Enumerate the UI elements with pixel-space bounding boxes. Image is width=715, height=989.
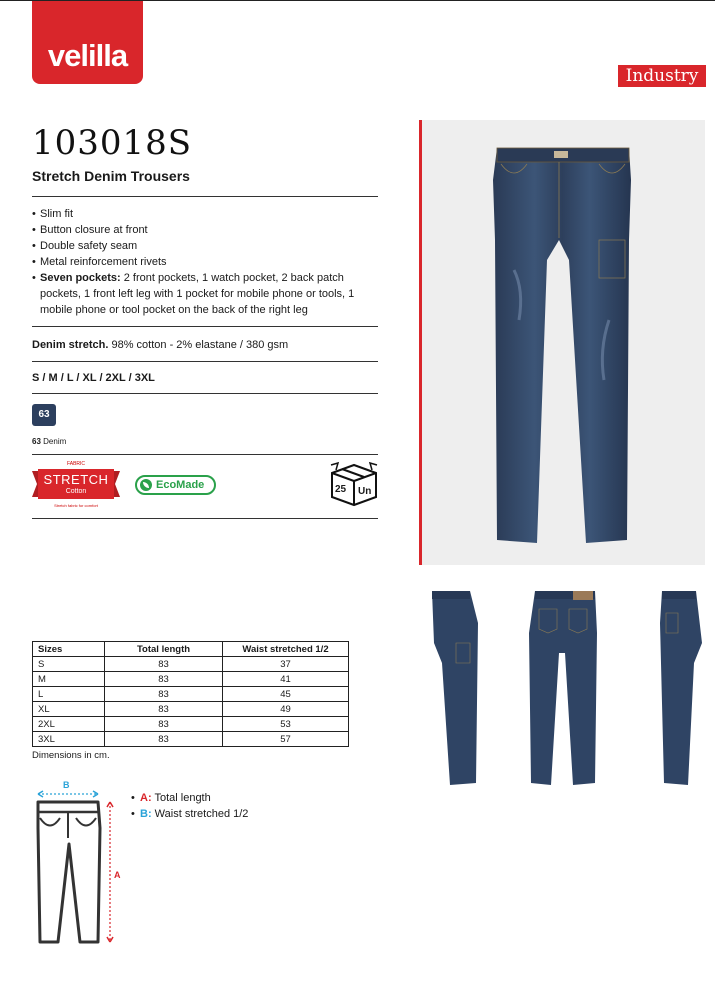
table-row: XL 83 49	[33, 702, 349, 717]
feature-item: • Button closure at front	[32, 222, 378, 238]
ecomade-badge: EcoMade	[135, 475, 216, 495]
category-badge: Industry	[618, 65, 706, 87]
size-range: S / M / L / XL / 2XL / 3XL	[32, 372, 155, 384]
box-quantity-icon: 25 Un	[329, 461, 379, 507]
table-header: Total length	[105, 642, 223, 657]
divider	[32, 454, 378, 455]
divider	[32, 393, 378, 394]
table-row: L 83 45	[33, 687, 349, 702]
leaf-icon	[140, 479, 152, 491]
stretch-cotton-badge: FABRIC STRETCH Cotton Stretch fabric for comfort	[32, 461, 120, 511]
fabric-composition: Denim stretch. 98% cotton - 2% elastane / 380 gsm	[32, 339, 289, 351]
table-row: 2XL 83 53	[33, 717, 349, 732]
product-reference: 103018S	[32, 123, 193, 163]
feature-item: • Metal reinforcement rivets	[32, 254, 378, 270]
legend-item-a: • A: Total length	[131, 790, 248, 806]
divider	[32, 361, 378, 362]
feature-item: • Seven pockets: 2 front pockets, 1 watch pocket, 2 back patch pockets, 1 front left leg with 1 pocket for mobile phone or tools, 1 mobile phone or tool pocket on the back of the right leg	[32, 270, 378, 318]
measurement-legend	[131, 790, 248, 822]
table-header: Sizes	[33, 642, 105, 657]
product-photo-back	[523, 583, 603, 793]
product-photo-side-left	[420, 583, 500, 793]
color-label: 63 Denim	[32, 437, 67, 446]
table-header-row	[33, 642, 349, 657]
product-name: Stretch Denim Trousers	[32, 168, 190, 184]
table-row: M 83 41	[33, 672, 349, 687]
size-table	[32, 641, 349, 747]
brand-logo	[32, 1, 143, 84]
table-header: Waist stretched 1/2	[223, 642, 349, 657]
label-b: B	[63, 780, 70, 790]
divider	[32, 518, 378, 519]
product-photo-side-right	[634, 583, 714, 793]
table-row: S 83 37	[33, 657, 349, 672]
legend-item-b: • B: Waist stretched 1/2	[131, 806, 248, 822]
measurement-diagram	[30, 778, 130, 948]
jeans-front-image	[419, 120, 705, 565]
feature-item: • Double safety seam	[32, 238, 378, 254]
feature-list	[32, 206, 378, 318]
color-swatch: 63	[32, 404, 56, 426]
feature-item: • Slim fit	[32, 206, 378, 222]
brand-logo-text: velilla	[47, 38, 128, 73]
divider	[32, 326, 378, 327]
label-a: A	[114, 870, 121, 880]
dimensions-note: Dimensions in cm.	[32, 750, 110, 761]
divider	[32, 196, 378, 197]
table-row: 3XL 83 57	[33, 732, 349, 747]
product-photo-front	[419, 120, 705, 565]
